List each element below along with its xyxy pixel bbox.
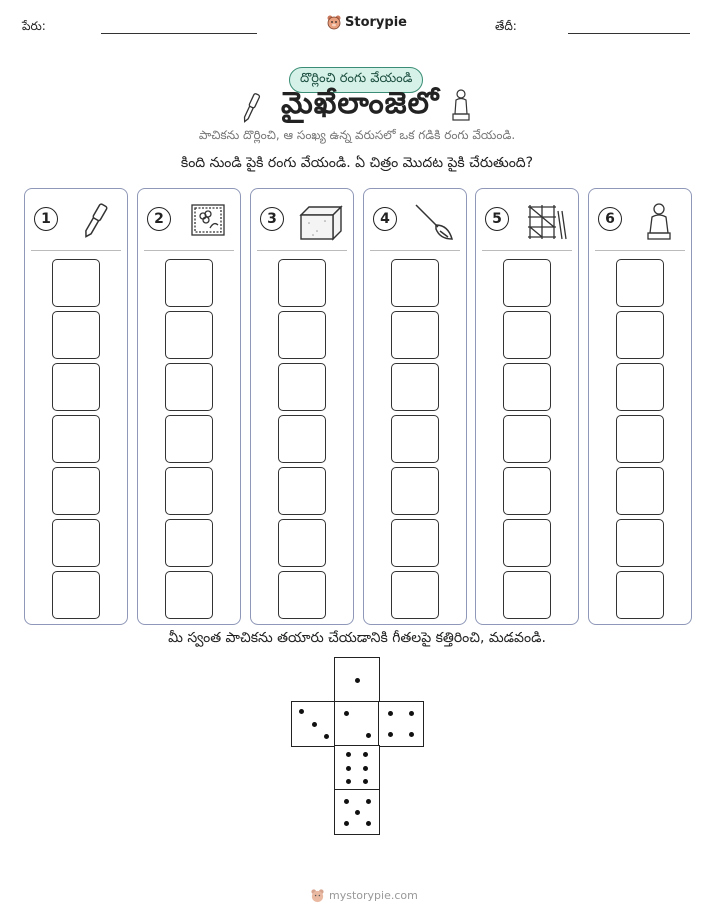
die-pip (344, 821, 349, 826)
scaffold-icon (522, 201, 570, 241)
column-number: 5 (485, 207, 509, 231)
color-box[interactable] (391, 363, 439, 411)
color-box[interactable] (616, 259, 664, 307)
color-box[interactable] (165, 311, 213, 359)
color-box[interactable] (165, 571, 213, 619)
footer (310, 888, 418, 903)
color-box[interactable] (52, 363, 100, 411)
color-box[interactable] (52, 311, 100, 359)
die-pip (324, 734, 329, 739)
color-box[interactable] (616, 519, 664, 567)
color-box[interactable] (503, 571, 551, 619)
column-number: 2 (147, 207, 171, 231)
die-face-1 (334, 657, 380, 703)
brand-name: Storypie (345, 14, 407, 30)
color-box[interactable] (391, 467, 439, 515)
die-pip (344, 799, 349, 804)
statue-icon (450, 88, 472, 122)
die-pip (388, 711, 393, 716)
die-pip (312, 722, 317, 727)
die-face-4 (378, 701, 424, 747)
die-pip (363, 752, 368, 757)
footer-url[interactable]: mystorypie.com (329, 889, 418, 902)
color-box[interactable] (165, 259, 213, 307)
chisel-icon (71, 201, 119, 241)
color-box[interactable] (278, 519, 326, 567)
color-box[interactable] (165, 467, 213, 515)
column-number: 3 (260, 207, 284, 231)
column-divider (144, 250, 234, 251)
color-box[interactable] (278, 311, 326, 359)
die-pip (344, 711, 349, 716)
die-pip (366, 733, 371, 738)
column-number: 4 (373, 207, 397, 231)
die-pip (355, 810, 360, 815)
column-2 (137, 188, 241, 625)
fresco-icon (184, 201, 232, 241)
column-divider (31, 250, 121, 251)
dice-instruction: మీ స్వంత పాచికను తయారు చేయడానికి గీతలపై కత్తిరించి, మడవండి. (168, 630, 546, 646)
die-pip (409, 711, 414, 716)
die-pip (409, 732, 414, 737)
color-box[interactable] (616, 467, 664, 515)
activity-badge: దొర్లించి రంగు వేయండి (289, 67, 423, 93)
column-6 (588, 188, 692, 625)
column-5 (475, 188, 579, 625)
instruction-text: పాచికను దొర్లించి, ఆ సంఖ్య ఉన్న వరుసలో ఒక గడికి రంగు వేయండి. (198, 128, 516, 142)
bear-logo-icon (326, 14, 342, 30)
column-1 (24, 188, 128, 625)
color-box[interactable] (616, 363, 664, 411)
date-line[interactable] (568, 33, 690, 34)
color-box[interactable] (391, 259, 439, 307)
column-divider (482, 250, 572, 251)
die-face-2 (334, 701, 380, 747)
color-box[interactable] (503, 415, 551, 463)
die-face-5 (334, 789, 380, 835)
die-pip (299, 709, 304, 714)
die-pip (355, 678, 360, 683)
color-box[interactable] (278, 415, 326, 463)
column-header (589, 189, 691, 249)
brand (326, 14, 407, 30)
color-box[interactable] (503, 259, 551, 307)
die-pip (346, 779, 351, 784)
color-box[interactable] (52, 259, 100, 307)
column-number: 1 (34, 207, 58, 231)
color-box[interactable] (278, 259, 326, 307)
color-box[interactable] (52, 467, 100, 515)
column-header (476, 189, 578, 249)
column-3 (250, 188, 354, 625)
color-box[interactable] (391, 519, 439, 567)
question-text: కింది నుండి పైకి రంగు వేయండి. ఏ చిత్రం మొదట పైకి చేరుతుంది? (180, 155, 534, 171)
die-pip (346, 766, 351, 771)
die-pip (388, 732, 393, 737)
color-box[interactable] (165, 363, 213, 411)
column-header (25, 189, 127, 249)
page-title: మైఖేలాంజెలో (281, 86, 440, 121)
die-pip (366, 799, 371, 804)
color-box[interactable] (278, 467, 326, 515)
color-box[interactable] (165, 415, 213, 463)
color-box[interactable] (52, 415, 100, 463)
column-header (251, 189, 353, 249)
color-box[interactable] (278, 363, 326, 411)
color-box[interactable] (503, 467, 551, 515)
color-box[interactable] (278, 571, 326, 619)
column-divider (370, 250, 460, 251)
marble-block-icon (297, 201, 345, 241)
date-label: తేదీ: (495, 19, 517, 33)
name-label: పేరు: (22, 19, 46, 33)
color-box[interactable] (616, 415, 664, 463)
die-pip (366, 821, 371, 826)
color-box[interactable] (52, 519, 100, 567)
paintbrush-icon (410, 201, 458, 241)
color-box[interactable] (52, 571, 100, 619)
column-header (364, 189, 466, 249)
die-face-6 (334, 745, 380, 791)
die-pip (346, 752, 351, 757)
die-pip (363, 766, 368, 771)
color-box[interactable] (391, 571, 439, 619)
column-header (138, 189, 240, 249)
color-box[interactable] (616, 311, 664, 359)
die-pip (363, 779, 368, 784)
color-box[interactable] (391, 415, 439, 463)
color-box[interactable] (503, 363, 551, 411)
name-line[interactable] (101, 33, 257, 34)
color-box[interactable] (503, 311, 551, 359)
die-face-3 (291, 701, 337, 747)
color-box[interactable] (503, 519, 551, 567)
column-divider (257, 250, 347, 251)
column-divider (595, 250, 685, 251)
chisel-icon (239, 91, 263, 125)
color-box[interactable] (165, 519, 213, 567)
footer-bear-icon (310, 888, 325, 903)
color-box[interactable] (391, 311, 439, 359)
color-box[interactable] (616, 571, 664, 619)
column-number: 6 (598, 207, 622, 231)
statue-icon (635, 201, 683, 241)
column-4 (363, 188, 467, 625)
